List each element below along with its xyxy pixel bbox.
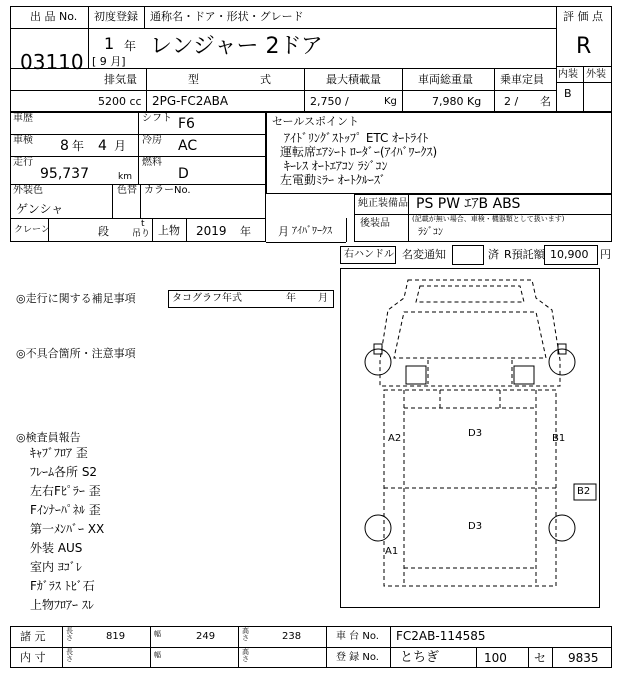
recycle-prefix: 済 xyxy=(488,248,499,261)
report-line-1: ｷｬﾌﾞﾌﾛｱ 歪 xyxy=(30,446,88,460)
crane-label: クレーン xyxy=(14,225,50,235)
load-label: 最大積載量 xyxy=(326,73,381,86)
inspection-label: 車検 xyxy=(13,135,33,146)
interior-length-label: 長さ xyxy=(66,648,73,664)
interior-height-label: 高さ xyxy=(242,648,249,664)
load-unit: Kg xyxy=(384,96,397,107)
lot-number: 03110 xyxy=(20,50,84,74)
width-value: 249 xyxy=(196,631,216,642)
plate-number: 9835 xyxy=(568,651,599,665)
body-label: 上物 xyxy=(158,224,180,237)
report-line-9: 上物ﾌﾛｱｰ ｽﾚ xyxy=(30,598,94,612)
chassis-value: FC2AB-114585 xyxy=(396,629,486,643)
inspection-year: 8 xyxy=(60,138,69,154)
tacho-year-unit: 年 xyxy=(286,293,296,304)
report-line-8: Fｶﾞﾗｽ ﾄﾋﾞ石 xyxy=(30,579,95,593)
name-change-label: 名変通知 xyxy=(402,248,446,261)
grade-label: 評 価 点 xyxy=(563,10,603,23)
name-change-box xyxy=(452,245,484,265)
first-reg-label: 初度登録 xyxy=(94,10,138,23)
interior-width-label: 幅 xyxy=(154,651,161,659)
model-name: レンジャー 2ドア xyxy=(150,34,323,59)
fuel-value: D xyxy=(178,166,189,182)
interior-row-label: 内 寸 xyxy=(20,651,46,664)
capacity-value: 2 / xyxy=(504,95,519,108)
defects-title: ◎不具合箇所・注意事項 xyxy=(16,347,136,360)
ac-label: 冷房 xyxy=(142,135,162,146)
history-label: 車歴 xyxy=(13,113,33,124)
sales-point-line-2: 運転席ｴｱｼｰﾄ ﾛｰﾀﾞｰ(ｱｲﾊﾞﾜｰｸｽ) xyxy=(280,145,438,159)
sales-point-line-3: ｷｰﾚｽ ｵｰﾄｴｱｺﾝ ﾗｼﾞｺﾝ xyxy=(284,159,388,173)
load-value: 2,750 / xyxy=(310,95,349,108)
inspection-year-unit: 年 xyxy=(72,139,85,153)
height-label: 高さ xyxy=(242,627,249,643)
report-line-7: 室内 ﾖｺﾞﾚ xyxy=(30,560,82,574)
chassis-label: 車 台 No. xyxy=(336,631,379,642)
plate-kana: セ xyxy=(534,651,547,665)
displacement-label: 排気量 xyxy=(104,73,137,86)
exterior-score-label: 外装 xyxy=(586,69,606,80)
driving-notes-title: ◎走行に関する補足事項 xyxy=(16,292,136,305)
capacity-label: 乗車定員 xyxy=(500,73,544,86)
recycle-label: R預託額 xyxy=(504,248,545,261)
mileage-label: 走行 xyxy=(13,157,33,168)
report-line-2: ﾌﾚｰﾑ各所 S2 xyxy=(30,465,98,479)
aftermarket-label: 後装品 xyxy=(360,218,390,229)
ext-color-label: 外装色 xyxy=(13,185,43,196)
length-value: 819 xyxy=(106,631,126,642)
sales-points-title: セールスポイント xyxy=(272,115,360,128)
aftermarket-note: (記載が無い場合、車検・機器類として扱います) xyxy=(412,215,565,223)
report-line-3: 左右Fﾋﾟﾗｰ 歪 xyxy=(30,484,101,498)
ac-value: AC xyxy=(178,138,198,154)
recycle-unit: 円 xyxy=(600,248,611,261)
damage-d3-top: D3 xyxy=(468,428,483,439)
crane-ton-unit: t xyxy=(141,219,145,229)
aftermarket-value: ﾗｼﾞｺﾝ xyxy=(418,227,443,238)
sales-point-line-1: ｱｲﾄﾞﾘﾝｸﾞｽﾄｯﾌﾟ ETC ｵｰﾄﾗｲﾄ xyxy=(284,131,429,145)
spec-row-label: 諸 元 xyxy=(20,630,46,643)
width-label: 幅 xyxy=(154,630,161,638)
first-reg-year-unit: 年 xyxy=(124,39,137,53)
gross-weight-value: 7,980 Kg xyxy=(432,95,482,108)
damage-d3-bottom: D3 xyxy=(468,521,483,532)
capacity-unit: 名 xyxy=(540,95,551,108)
color-change-label: 色替 xyxy=(117,185,137,196)
body-maker: ｱｲﾊﾞﾜｰｸｽ xyxy=(292,226,332,237)
damage-a2: A2 xyxy=(388,433,402,444)
gross-weight-label: 車両総重量 xyxy=(418,73,473,86)
height-value: 238 xyxy=(282,631,302,642)
report-line-4: Fｲﾝﾅｰﾊﾟﾈﾙ 歪 xyxy=(30,503,101,517)
color-no-label: カラーNo. xyxy=(144,185,191,196)
interior-score-label: 内装 xyxy=(558,69,578,80)
ext-color-value: ゲンシャ xyxy=(16,202,64,216)
type-value: 2PG-FC2ABA xyxy=(152,94,229,108)
first-reg-year: 1 xyxy=(104,34,115,53)
damage-a1: A1 xyxy=(385,546,399,557)
sales-point-line-4: 左電動ﾐﾗｰ ｵｰﾄｸﾙｰｽﾞ xyxy=(280,173,386,187)
tacho-label: タコグラフ年式 xyxy=(172,293,242,304)
shift-label: シフト xyxy=(142,113,172,124)
genuine-equipment-label: 純正装備品 xyxy=(358,198,408,209)
inspector-title: ◎検査員報告 xyxy=(16,431,81,444)
crane-lift-label: 吊り xyxy=(132,229,151,239)
damage-b1: B1 xyxy=(552,433,566,444)
model-label: 通称名・ドア・形状・グレード xyxy=(150,10,304,23)
shift-value: F6 xyxy=(178,116,195,132)
body-month-unit: 月 xyxy=(278,225,289,238)
type-label-2: 式 xyxy=(260,73,271,86)
overall-score: R xyxy=(576,34,592,59)
first-reg-month: [ 9 月] xyxy=(92,55,126,68)
type-label: 型 xyxy=(188,73,199,86)
plate-label: 登 録 No. xyxy=(336,652,379,663)
fuel-label: 燃料 xyxy=(142,157,162,168)
crane-steps-unit: 段 xyxy=(98,225,109,238)
body-year: 2019 xyxy=(196,224,227,238)
inspection-month: 4 xyxy=(98,138,107,154)
genuine-equipment-value: PS PW ｴｱB ABS xyxy=(416,196,521,212)
report-line-6: 外装 AUS xyxy=(30,541,83,555)
length-label: 長さ xyxy=(66,627,73,643)
plate-region: とちぎ xyxy=(400,650,440,665)
steering-value: 右ハンドル xyxy=(344,249,394,260)
tacho-month-unit: 月 xyxy=(318,293,328,304)
displacement-value: 5200 cc xyxy=(98,95,142,108)
inspection-month-unit: 月 xyxy=(114,139,127,153)
body-year-unit: 年 xyxy=(240,225,251,238)
interior-score: B xyxy=(564,87,572,100)
plate-class: 100 xyxy=(484,651,507,665)
recycle-value: 10,900 xyxy=(550,248,589,261)
damage-b2: B2 xyxy=(577,486,591,497)
mileage-value: 95,737 xyxy=(40,166,89,182)
mileage-unit: km xyxy=(118,172,132,182)
lot-label: 出 品 No. xyxy=(30,10,78,23)
report-line-5: 第一ﾒﾝﾊﾞｰ XX xyxy=(30,522,105,536)
